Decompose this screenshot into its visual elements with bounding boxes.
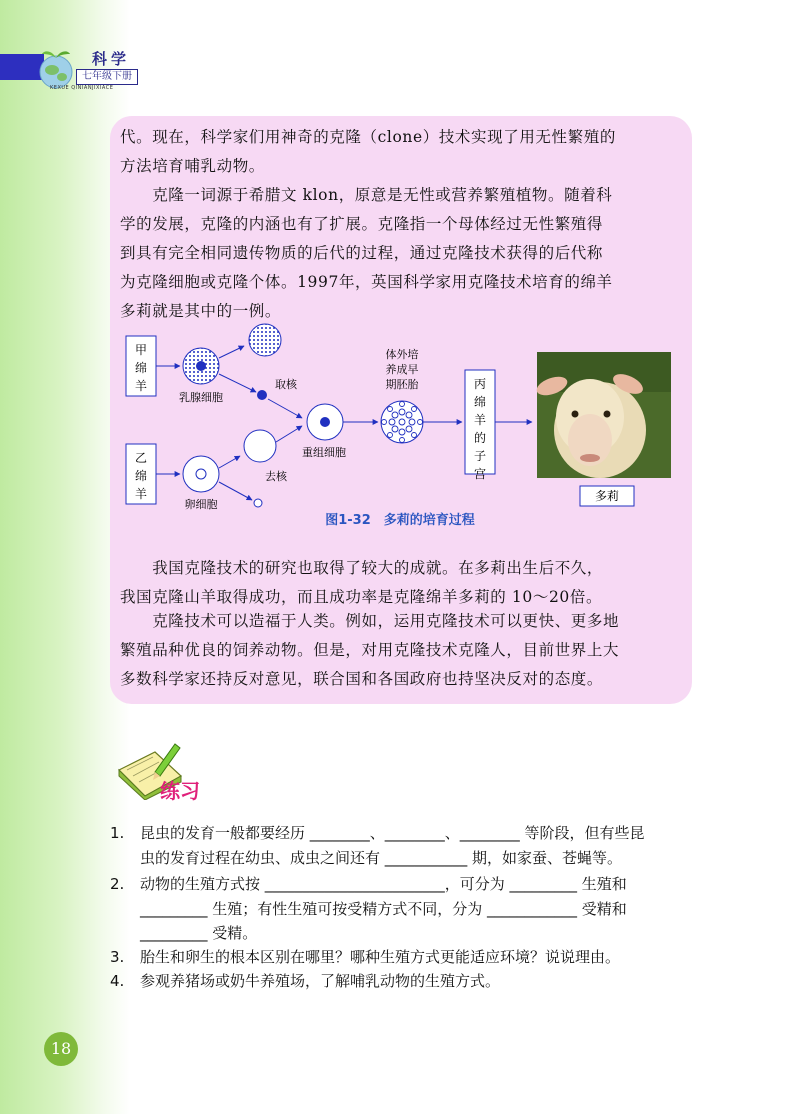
sheep-c-label-6: 宫: [473, 467, 487, 481]
text-line: 多数科学家还持反对意见，联合国和各国政府也持坚决反对的态度。: [120, 670, 604, 688]
sheep-c-label-4: 的: [473, 431, 487, 445]
remove-nucleus-label: 去核: [265, 470, 287, 483]
sheep-b-label-2: 绵: [134, 469, 148, 483]
exercise-3-line-1: 胎生和卵生的根本区别在哪里？哪种生殖方式更能适应环境？说说理由。: [140, 948, 621, 966]
page-number: 18: [44, 1032, 78, 1066]
exercise-1-line-2: 虫的发育过程在幼虫、成虫之间还有 ___________ 期，如家蚕、苍蝇等。: [140, 849, 623, 867]
exercise-2-line-1: 动物的生殖方式按 ________________________，可分为 _________ 生殖和: [140, 875, 627, 893]
text-line: 代。现在，科学家们用神奇的克隆（clone）技术实现了用无性繁殖的: [120, 128, 616, 146]
sheep-c-label-5: 子: [473, 449, 487, 463]
paragraph-clone-definition: [120, 181, 680, 326]
embryo-label-3: 期胚胎: [385, 378, 419, 391]
sheep-b-label-3: 羊: [134, 487, 148, 501]
sheep-a-label-3: 羊: [134, 379, 148, 393]
exercise-4-line-1: 参观养猪场或奶牛养殖场，了解哺乳动物的生殖方式。: [140, 972, 501, 990]
early-embryo: [381, 401, 423, 443]
text-line: 我国克隆山羊取得成功，而且成功率是克隆绵羊多莉的 10～20倍。: [120, 588, 603, 606]
exercise-1-line-1: 昆虫的发育一般都要经历 ________、________、________ 等阶段，但有些昆: [140, 824, 645, 842]
sheep-c-label-1: 丙: [473, 377, 487, 391]
figure-caption: 图1-32 多莉的培育过程: [325, 513, 475, 528]
exercise-title: 练习: [160, 779, 200, 803]
globe-sprout-logo-icon: [34, 46, 78, 90]
dolly-cloning-diagram: [120, 322, 690, 537]
mammary-cell-label: 乳腺细胞: [179, 391, 223, 404]
sheep-a-label-1: 甲: [134, 343, 148, 357]
header-subject: 科学: [92, 50, 131, 68]
dolly-label: 多莉: [594, 489, 620, 503]
text-line: 方法培育哺乳动物。: [120, 157, 265, 175]
paragraph-intro: [120, 123, 680, 181]
sheep-b-label-1: 乙: [134, 451, 148, 465]
exercise-1-number: 1.: [110, 824, 125, 842]
take-nucleus-label: 取核: [275, 378, 297, 391]
text-line: 为克隆细胞或克隆个体。1997年，英国科学家用克隆技术培育的绵羊: [120, 273, 613, 291]
cytoplasm-discard: [249, 324, 281, 356]
extracted-nucleus: [257, 390, 267, 400]
text-line: 我国克隆技术的研究也取得了较大的成就。在多莉出生后不久，: [120, 559, 604, 577]
enucleated-egg: [244, 430, 276, 462]
paragraph-benefits: [120, 607, 680, 694]
text-line: 克隆一词源于希腊文 klon，原意是无性或营养繁殖植物。随着科: [120, 186, 613, 204]
text-line: 到具有完全相同遗传物质的后代的过程，通过克隆技术获得的后代称: [120, 244, 604, 262]
paragraph-china-cloning: [120, 554, 680, 612]
exercise-4-number: 4.: [110, 972, 125, 990]
embryo-label-1: 体外培: [385, 348, 419, 361]
egg-cell-label: 卵细胞: [184, 498, 218, 511]
exercise-2-line-2: _________ 生殖；有性生殖可按受精方式不同，分为 ____________ 受精和: [140, 900, 627, 918]
text-line: 繁殖品种优良的饲养动物。但是，对用克隆技术克隆人，目前世界上大: [120, 641, 620, 659]
text-line: 克隆技术可以造福于人类。例如，运用克隆技术可以更快、更多地: [120, 612, 620, 630]
sheep-c-label-3: 羊: [473, 413, 487, 427]
text-line: 多莉就是其中的一例。: [120, 302, 282, 320]
sheep-c-label-2: 绵: [473, 395, 487, 409]
header-grade: 七年级下册: [76, 69, 138, 85]
embryo-label-2: 养成早: [385, 363, 419, 376]
exercise-3-number: 3.: [110, 948, 125, 966]
recombined-cell-label: 重组细胞: [302, 446, 346, 459]
sheep-a-label-2: 绵: [134, 361, 148, 375]
exercise-2-number: 2.: [110, 875, 125, 893]
removed-nucleus: [254, 499, 262, 507]
header-pinyin: KEXUE QINIANJIXIACE: [50, 85, 114, 91]
exercise-2-line-3: _________ 受精。: [140, 924, 258, 942]
text-line: 学的发展，克隆的内涵也有了扩展。克隆指一个母体经过无性繁殖得: [120, 215, 604, 233]
dolly-photo: [534, 352, 671, 478]
